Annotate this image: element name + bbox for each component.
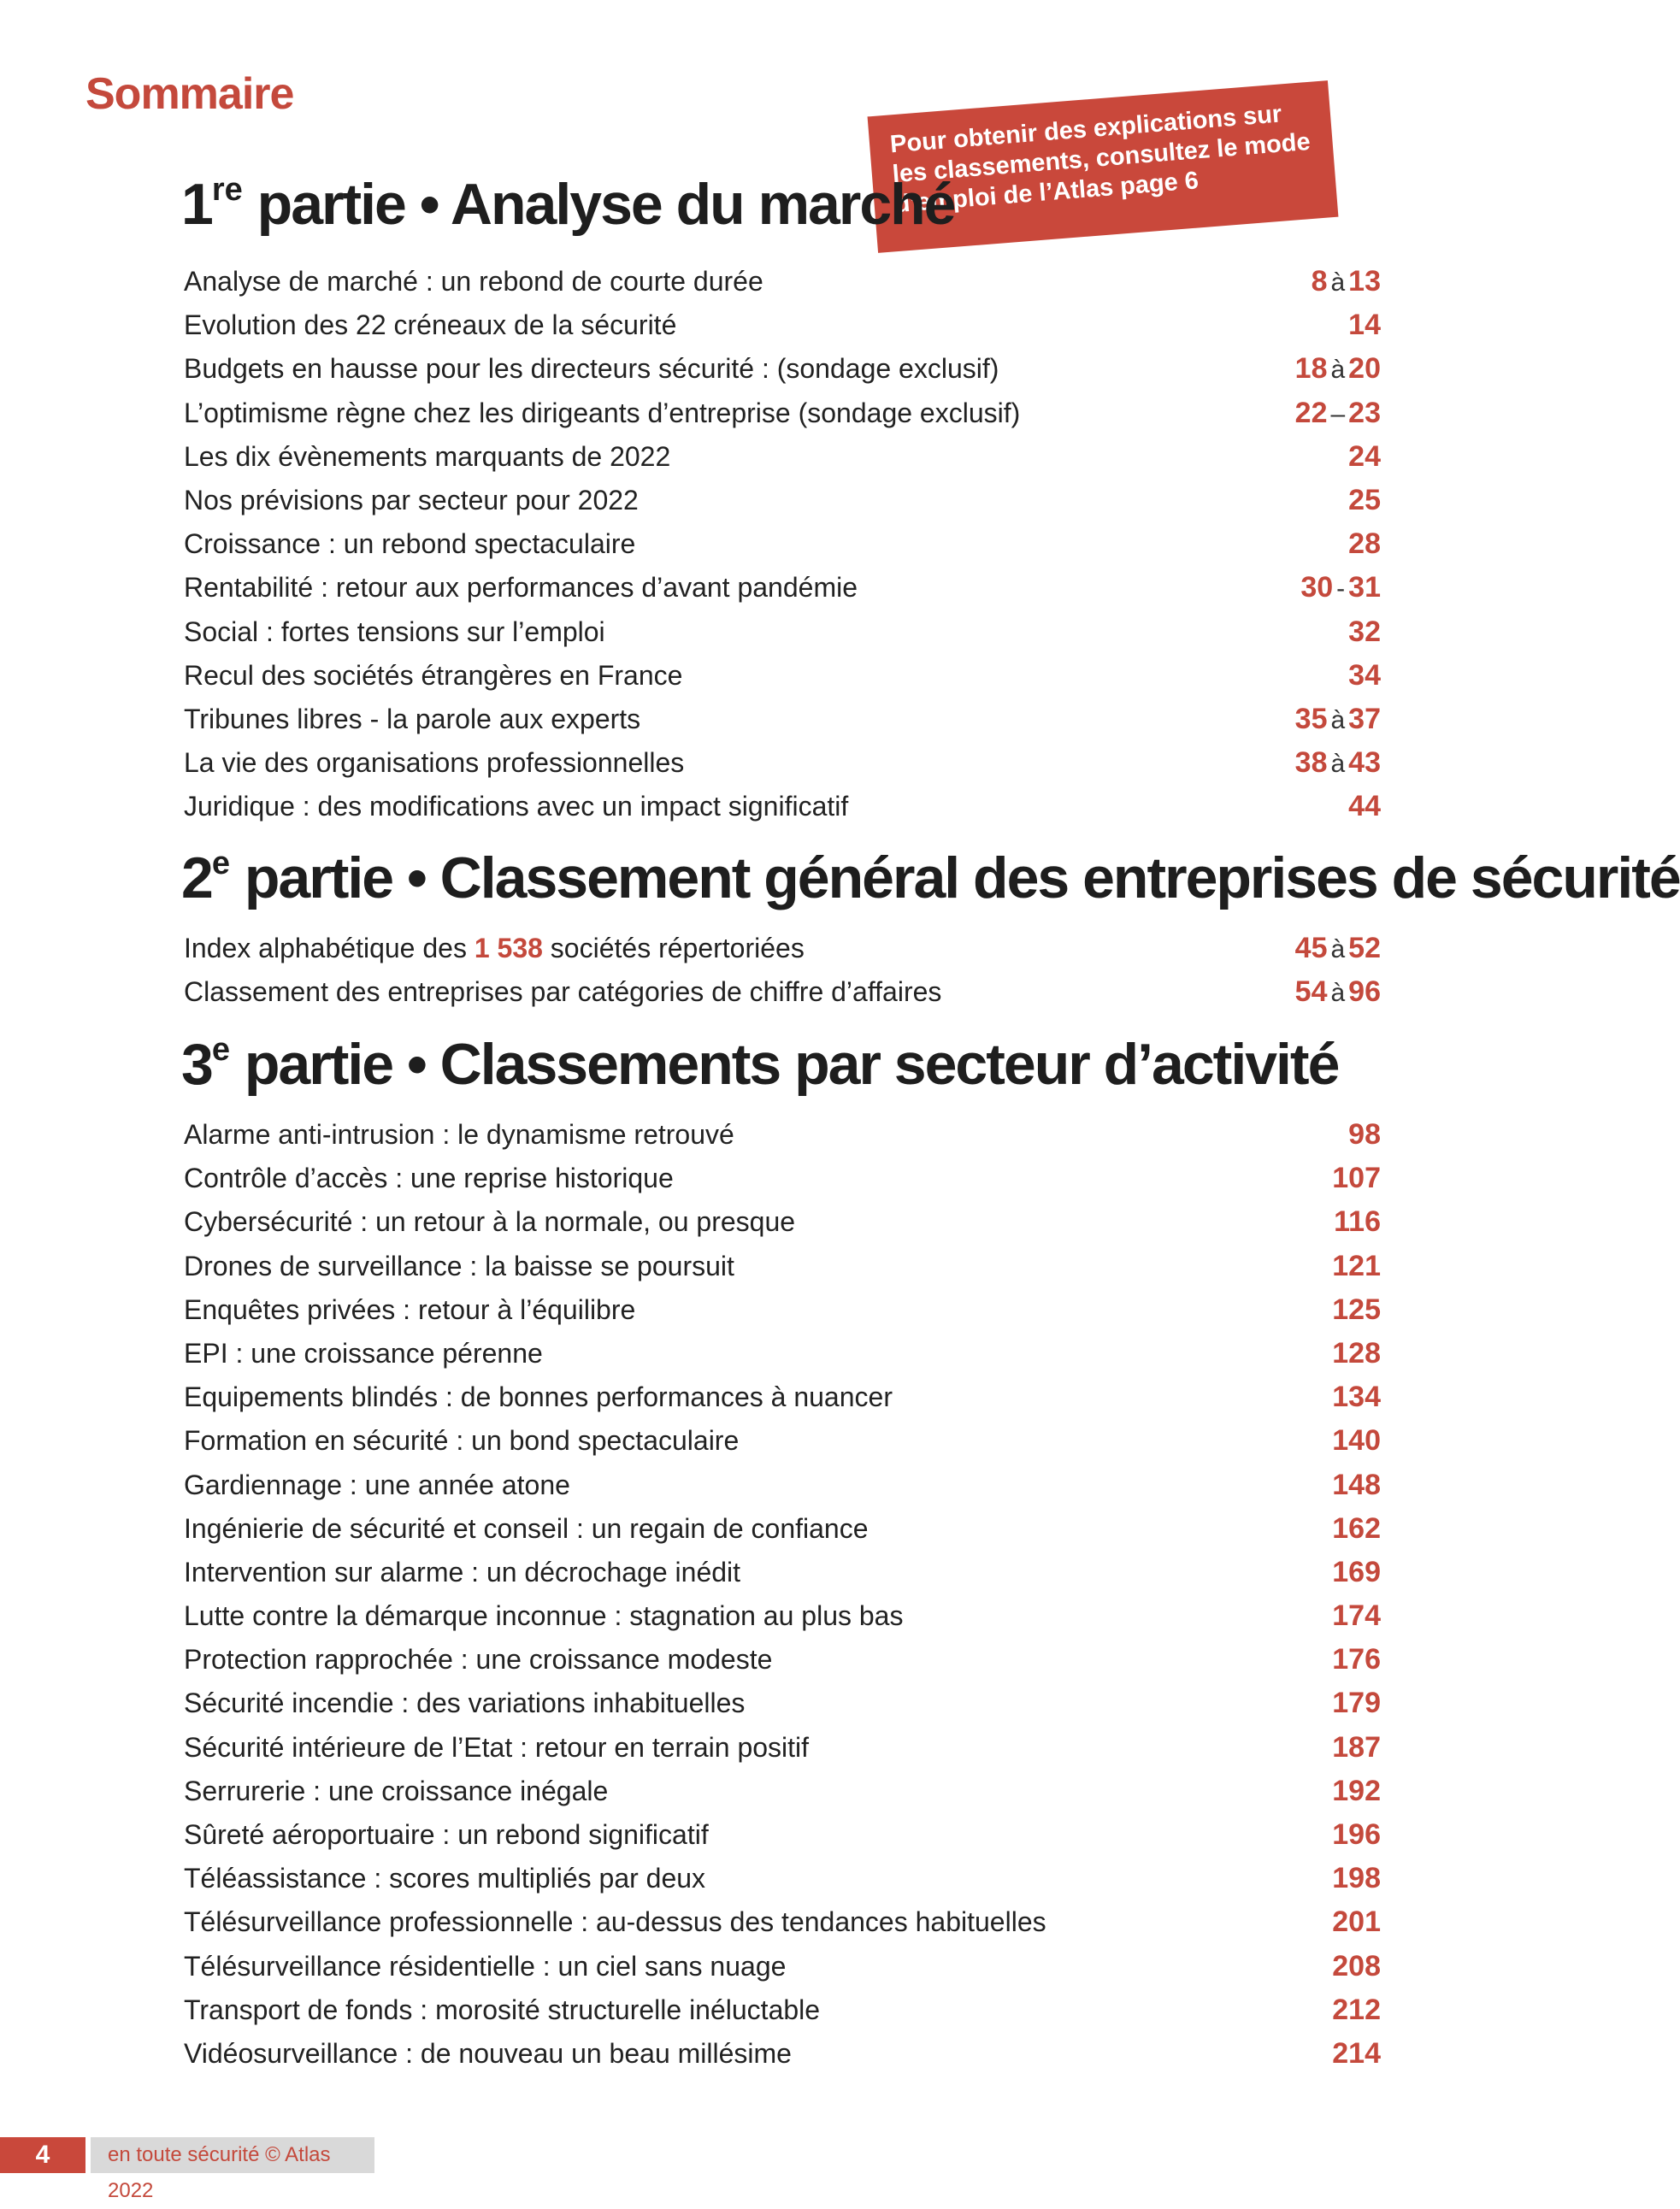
toc-entry-title: Contrôle d’accès : une reprise historique xyxy=(184,1163,674,1194)
toc-entry xyxy=(184,1682,1381,1725)
toc-entry-pages xyxy=(1332,1507,1381,1551)
toc-entry-pages xyxy=(1332,1594,1381,1638)
page-separator: à xyxy=(1330,979,1346,1008)
toc-entry-title: Analyse de marché : un rebond de courte durée xyxy=(184,266,763,297)
toc-entry-title: Téléassistance : scores multipliés par deux xyxy=(184,1863,706,1894)
page-end: 31 xyxy=(1348,571,1381,604)
page-end: 13 xyxy=(1348,265,1381,297)
toc-entry-title: Recul des sociétés étrangères en France xyxy=(184,659,683,691)
toc-entry xyxy=(184,392,1381,435)
page-start: 98 xyxy=(1348,1118,1381,1151)
toc-entry-title: Formation en sécurité : un bond spectaculaire xyxy=(184,1425,740,1457)
toc-entry-pages xyxy=(1312,260,1381,304)
toc-entry-title: Drones de surveillance : la baisse se poursuit xyxy=(184,1250,734,1281)
toc-entry-title: Télésurveillance résidentielle : un ciel sans nuage xyxy=(184,1950,787,1982)
toc-entry-pages xyxy=(1332,1638,1381,1682)
page-separator: à xyxy=(1330,268,1346,297)
toc-entry-title: Croissance : un rebond spectaculaire xyxy=(184,528,636,560)
page-start: 187 xyxy=(1332,1730,1381,1764)
page-start: 121 xyxy=(1332,1249,1381,1282)
toc-entry-pages xyxy=(1295,741,1381,786)
toc-entry-title: Serrurerie : une croissance inégale xyxy=(184,1775,609,1806)
page-end: 23 xyxy=(1348,396,1381,429)
part-1-heading xyxy=(181,171,955,238)
toc-entry-pages xyxy=(1332,1726,1381,1770)
part-title: partie • Classements par secteur d’activité xyxy=(244,1032,1339,1097)
toc-entry xyxy=(184,522,1381,566)
toc-entry xyxy=(184,1857,1381,1900)
toc-entry-pages xyxy=(1332,1900,1381,1944)
page-end: 43 xyxy=(1348,746,1381,780)
page-start: 125 xyxy=(1332,1293,1381,1326)
page-start: 30 xyxy=(1300,571,1334,604)
page-start: 214 xyxy=(1332,2036,1381,2070)
page-start: 212 xyxy=(1332,1993,1381,2026)
toc-entry xyxy=(184,1900,1381,1944)
toc-entry-pages xyxy=(1295,698,1381,742)
toc-entry-pages xyxy=(1348,1113,1381,1157)
toc-entry xyxy=(184,1638,1381,1682)
toc-entry xyxy=(184,1245,1381,1288)
page-start: 14 xyxy=(1348,309,1381,342)
toc-entry-title: Alarme anti-intrusion : le dynamisme retrouvé xyxy=(184,1119,734,1150)
page-start: 25 xyxy=(1348,483,1381,516)
toc-entry xyxy=(184,1157,1381,1200)
toc-entry-title-post: sociétés répertoriées xyxy=(542,933,805,963)
toc-entry xyxy=(184,654,1381,698)
page-separator: à xyxy=(1330,750,1346,779)
page-start: 18 xyxy=(1294,352,1328,386)
part-1-list xyxy=(184,260,1381,828)
toc-entry-title: Lutte contre la démarque inconnue : stagnation au plus bas xyxy=(184,1600,904,1632)
toc-entry-title: Sécurité intérieure de l’Etat : retour en terrain positif xyxy=(184,1731,810,1763)
page-start: 198 xyxy=(1332,1862,1381,1895)
page-end: 52 xyxy=(1348,932,1381,964)
toc-entry-pages xyxy=(1348,785,1381,828)
toc-entry-title: Tribunes libres - la parole aux experts xyxy=(184,703,641,734)
part-number: 2e xyxy=(181,845,230,910)
page-separator: à xyxy=(1330,356,1346,385)
toc-entry-pages xyxy=(1348,479,1381,522)
toc-entry-pages xyxy=(1332,2032,1381,2076)
page-start: 107 xyxy=(1332,1162,1381,1195)
toc-entry xyxy=(184,1375,1381,1419)
instructions-note-text: Pour obtenir des explications sur les classements, consultez le mode d’emploi de l’Atlas page 6 xyxy=(888,100,1312,219)
toc-entry-pages xyxy=(1348,435,1381,479)
toc-entry-pages xyxy=(1348,654,1381,698)
toc-entry xyxy=(184,1726,1381,1770)
page-start: 8 xyxy=(1311,265,1328,297)
part-3-list xyxy=(184,1113,1381,2076)
page-start: 24 xyxy=(1348,439,1381,473)
footer-publication: en toute sécurité © Atlas 2022 xyxy=(91,2137,374,2173)
toc-entry-title: Sûreté aéroportuaire : un rebond significatif xyxy=(184,1819,709,1850)
toc-entry-pages xyxy=(1332,1770,1381,1813)
page-start: 32 xyxy=(1348,615,1381,648)
page-start: 44 xyxy=(1348,790,1381,823)
page-start: 34 xyxy=(1348,658,1381,692)
company-count: 1 538 xyxy=(474,933,543,963)
toc-entry xyxy=(184,741,1381,785)
toc-entry xyxy=(184,479,1381,522)
toc-entry-pages xyxy=(1332,1813,1381,1857)
toc-entry xyxy=(184,785,1381,828)
toc-entry-pages xyxy=(1334,1200,1381,1244)
toc-entry xyxy=(184,610,1381,654)
toc-entry-title-pre: Index alphabétique des xyxy=(184,933,475,963)
page-start: 174 xyxy=(1332,1599,1381,1633)
toc-entry-pages xyxy=(1332,1375,1381,1419)
toc-entry-pages xyxy=(1332,1419,1381,1463)
page-start: 140 xyxy=(1332,1424,1381,1458)
page-start: 179 xyxy=(1332,1687,1381,1720)
toc-entry xyxy=(184,1507,1381,1551)
toc-entry xyxy=(184,347,1381,391)
toc-entry xyxy=(184,1770,1381,1813)
toc-entry-title: Equipements blindés : de bonnes performances à nuancer xyxy=(184,1381,893,1413)
toc-entry-title: Transport de fonds : morosité structurelle inéluctable xyxy=(184,1994,821,2025)
toc-entry-title: Sécurité incendie : des variations inhabituelles xyxy=(184,1688,746,1719)
toc-entry-title: Intervention sur alarme : un décrochage inédit xyxy=(184,1556,741,1588)
toc-entry xyxy=(184,303,1381,347)
page-start: 162 xyxy=(1332,1511,1381,1545)
toc-entry-pages xyxy=(1332,1464,1381,1507)
page-start: 134 xyxy=(1332,1381,1381,1414)
page-start: 38 xyxy=(1294,746,1328,780)
toc-entry xyxy=(184,2032,1381,2076)
toc-entry-pages xyxy=(1295,970,1381,1015)
page-start: 35 xyxy=(1294,702,1328,735)
toc-entry-title: Social : fortes tensions sur l’emploi xyxy=(184,616,605,647)
page-separator: – xyxy=(1330,399,1346,428)
toc-entry-title xyxy=(184,927,805,970)
toc-entry xyxy=(184,1113,1381,1157)
toc-entry-pages xyxy=(1332,1551,1381,1594)
toc-entry-pages xyxy=(1348,522,1381,566)
toc-entry-title: Vidéosurveillance : de nouveau un beau millésime xyxy=(184,2037,792,2069)
toc-entry-pages xyxy=(1332,1988,1381,2032)
toc-entry xyxy=(184,566,1381,610)
toc-entry-title: L’optimisme règne chez les dirigeants d’entreprise (sondage exclusif) xyxy=(184,397,1021,428)
page-start: 201 xyxy=(1332,1906,1381,1939)
part-title: partie • Classement général des entreprises de sécurité xyxy=(244,845,1680,910)
part-number: 1re xyxy=(181,172,243,237)
page-separator: à xyxy=(1330,705,1346,734)
part-3-heading xyxy=(181,1031,1338,1098)
page-start: 148 xyxy=(1332,1468,1381,1501)
toc-entry-pages xyxy=(1332,1245,1381,1288)
page-start: 169 xyxy=(1332,1555,1381,1588)
toc-entry-pages xyxy=(1295,392,1381,436)
toc-entry-title: Evolution des 22 créneaux de la sécurité xyxy=(184,309,677,341)
toc-entry-title: Classement des entreprises par catégories de chiffre d’affaires xyxy=(184,976,942,1008)
toc-entry xyxy=(184,1464,1381,1507)
page-end: 96 xyxy=(1348,975,1381,1009)
page-start: 176 xyxy=(1332,1643,1381,1676)
toc-entry xyxy=(184,1288,1381,1332)
toc-entry-pages xyxy=(1332,1332,1381,1375)
toc-entry-pages xyxy=(1348,610,1381,654)
toc-entry-pages xyxy=(1332,1288,1381,1332)
toc-entry xyxy=(184,970,1381,1014)
toc-entry xyxy=(184,698,1381,741)
toc-entry-pages xyxy=(1332,1945,1381,1988)
page-start: 45 xyxy=(1294,932,1328,964)
toc-entry xyxy=(184,927,1381,970)
toc-entry-title: Les dix évènements marquants de 2022 xyxy=(184,440,671,472)
page-start: 116 xyxy=(1334,1205,1381,1239)
page-start: 192 xyxy=(1332,1774,1381,1807)
part-title: partie • Analyse du marché xyxy=(256,172,955,237)
page-title: Sommaire xyxy=(85,69,294,119)
toc-entry xyxy=(184,1594,1381,1638)
page-start: 208 xyxy=(1332,1949,1381,1982)
toc-entry-title: La vie des organisations professionnelles xyxy=(184,747,685,779)
toc-entry xyxy=(184,1332,1381,1375)
page-end: 37 xyxy=(1348,702,1381,735)
toc-entry xyxy=(184,1813,1381,1857)
toc-entry-title: Ingénierie de sécurité et conseil : un regain de confiance xyxy=(184,1512,869,1544)
toc-entry-title: EPI : une croissance pérenne xyxy=(184,1337,543,1369)
toc-entry xyxy=(184,1419,1381,1463)
toc-entry xyxy=(184,1551,1381,1594)
toc-entry-pages xyxy=(1295,927,1381,971)
page-separator: à xyxy=(1330,935,1346,963)
toc-entry-title: Télésurveillance professionnelle : au-dessus des tendances habituelles xyxy=(184,1906,1046,1938)
toc-entry xyxy=(184,260,1381,303)
toc-entry-title: Rentabilité : retour aux performances d’avant pandémie xyxy=(184,572,858,604)
toc-entry-pages xyxy=(1332,1682,1381,1725)
toc-entry-title: Juridique : des modifications avec un impact significatif xyxy=(184,791,849,822)
toc-entry-title: Cybersécurité : un retour à la normale, ou presque xyxy=(184,1206,796,1238)
toc-entry-pages xyxy=(1295,347,1381,392)
toc-entry-title: Gardiennage : une année atone xyxy=(184,1469,570,1500)
part-2-heading xyxy=(181,845,1680,911)
footer-page-number: 4 xyxy=(0,2137,85,2173)
part-2-list xyxy=(184,927,1381,1014)
toc-entry xyxy=(184,1200,1381,1244)
page-start: 196 xyxy=(1332,1818,1381,1851)
page-start: 22 xyxy=(1294,396,1328,429)
toc-entry-pages xyxy=(1300,566,1381,610)
toc-entry xyxy=(184,1988,1381,2032)
toc-entry xyxy=(184,435,1381,479)
toc-entry xyxy=(184,1945,1381,1988)
toc-entry-title: Protection rapprochée : une croissance modeste xyxy=(184,1644,773,1676)
toc-entry-pages xyxy=(1348,303,1381,347)
toc-entry-pages xyxy=(1332,1857,1381,1900)
page-end: 20 xyxy=(1348,352,1381,386)
page-start: 54 xyxy=(1294,975,1328,1009)
page-separator: - xyxy=(1336,574,1346,604)
part-number: 3e xyxy=(181,1032,230,1097)
toc-entry-title: Nos prévisions par secteur pour 2022 xyxy=(184,484,639,515)
page-start: 128 xyxy=(1332,1336,1381,1370)
page-start: 28 xyxy=(1348,527,1381,561)
toc-entry-title: Enquêtes privées : retour à l’équilibre xyxy=(184,1293,636,1325)
toc-entry-title: Budgets en hausse pour les directeurs sécurité : (sondage exclusif) xyxy=(184,353,999,385)
toc-entry-pages xyxy=(1332,1157,1381,1200)
